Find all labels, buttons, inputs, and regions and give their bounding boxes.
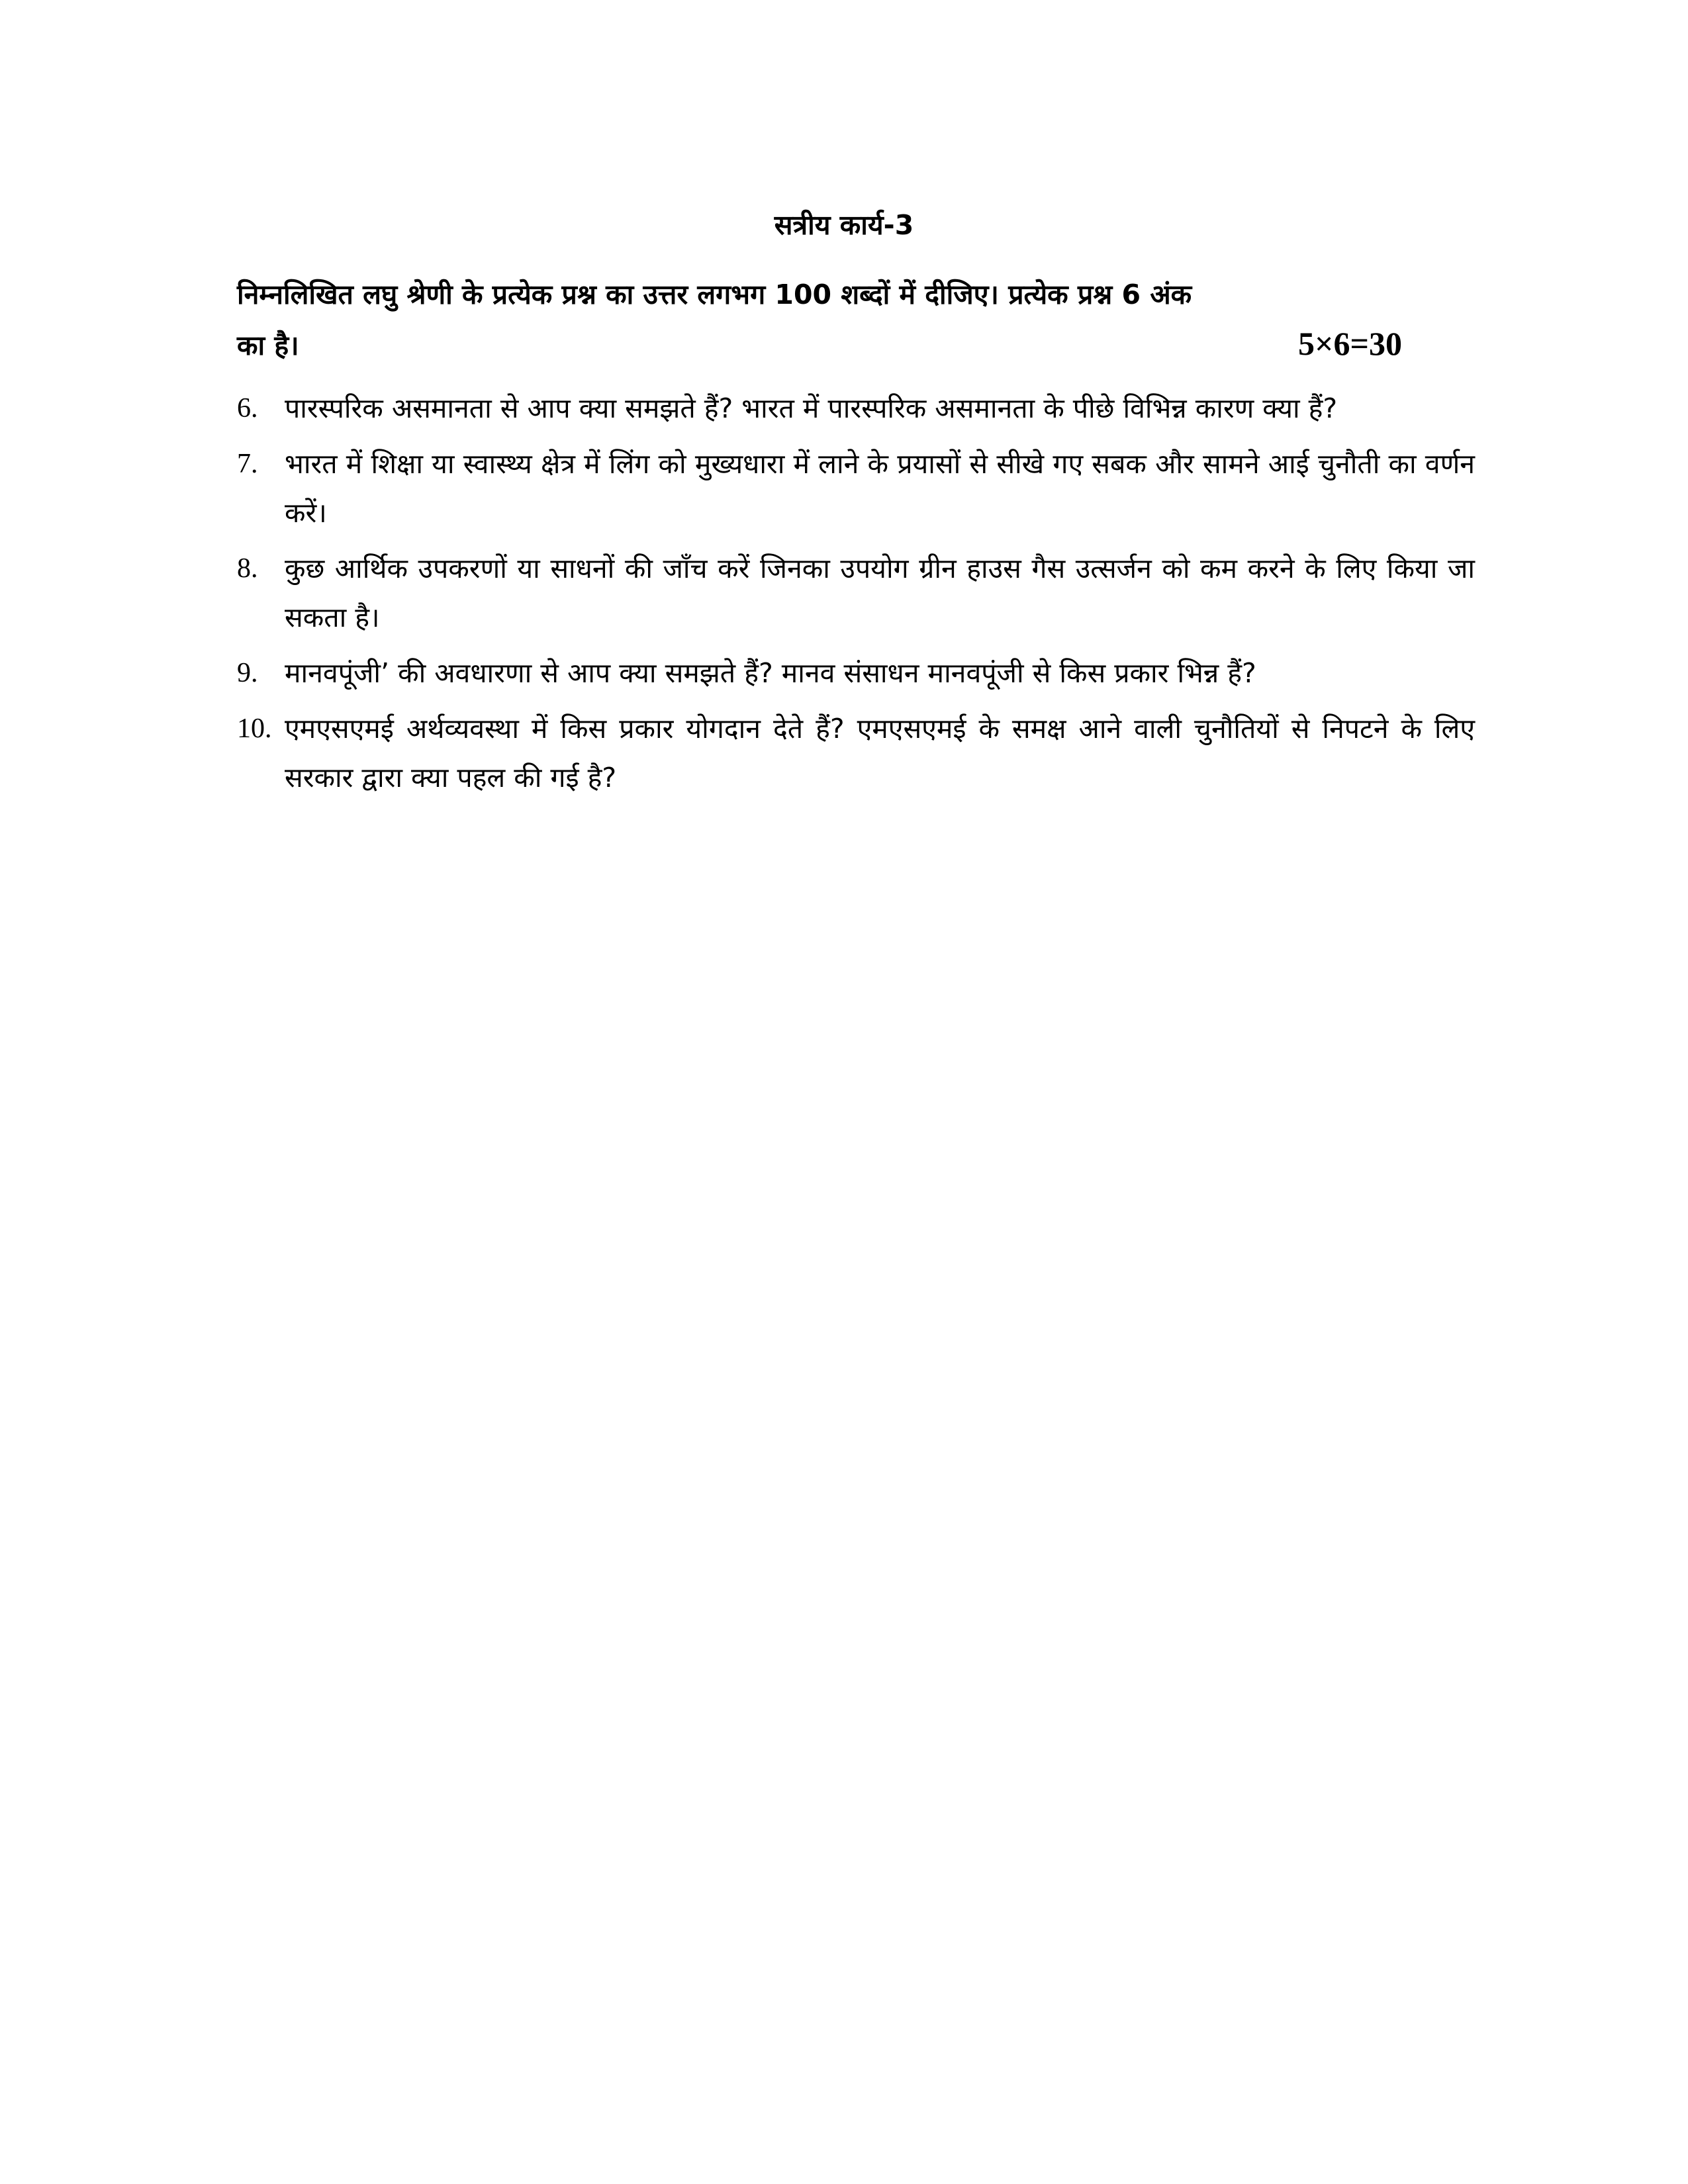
question-text: मानवपूंजी’ की अवधारणा से आप क्या समझते हैं? मानव संसाधन मानवपूंजी से किस प्रकार भिन्न हैं?: [285, 657, 1256, 689]
question-6: [237, 384, 1475, 433]
marks-total: 5×6=30: [1298, 325, 1402, 362]
question-text: पारस्परिक असमानता से आप क्या समझते हैं? भारत में पारस्परिक असमानता के पीछे विभिन्न कारण क्या हैं?: [285, 392, 1338, 424]
question-number: 10.: [237, 713, 272, 744]
question-list: [237, 384, 1475, 809]
instruction-line-2-row: [237, 319, 1475, 370]
question-number: 6.: [237, 393, 258, 424]
question-number: 9.: [237, 658, 258, 688]
question-number: 8.: [237, 553, 258, 584]
question-text: कुछ आर्थिक उपकरणों या साधनों की जाँच करें जिनका उपयोग ग्रीन हाउस गैस उत्सर्जन को कम करने के लिए किया जा सकता है।: [285, 553, 1475, 633]
question-text: एमएसएमई अर्थव्यवस्था में किस प्रकार योगदान देते हैं? एमएसएमई के समक्ष आने वाली चुनौतियों से निपटने के लिए सरकार द्वारा क्या पहल की गई है?: [285, 713, 1475, 794]
instruction-line-1: निम्नलिखित लघु श्रेणी के प्रत्येक प्रश्न का उत्तर लगभग 100 शब्दों में दीजिए। प्रत्येक प्रश्न 6 अंक: [237, 279, 1192, 310]
question-8: [237, 544, 1475, 642]
instructions: [237, 270, 1475, 370]
question-7: [237, 439, 1475, 537]
question-10: [237, 704, 1475, 802]
question-text: भारत में शिक्षा या स्वास्थ्य क्षेत्र में लिंग को मुख्यधारा में लाने के प्रयासों से सीखे गए सबक और सामने आई चुनौती का वर्णन करें।: [285, 448, 1475, 529]
assignment-title: सत्रीय कार्य-3: [774, 209, 914, 241]
question-number: 7.: [237, 449, 258, 479]
question-9: [237, 649, 1475, 698]
instruction-line-2: का है।: [237, 330, 299, 361]
